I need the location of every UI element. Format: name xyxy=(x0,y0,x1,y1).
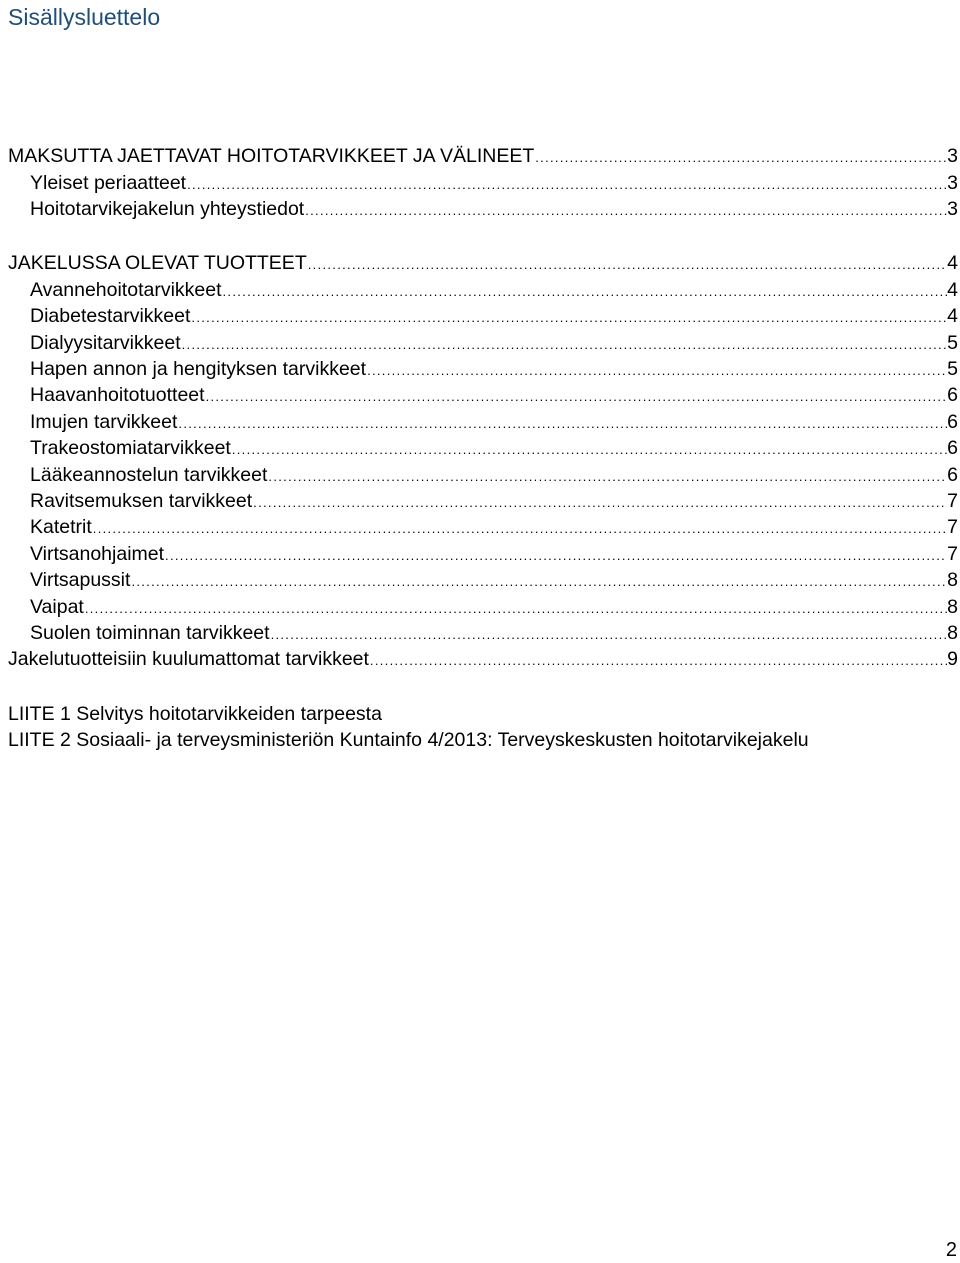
dot-leader xyxy=(164,543,947,569)
toc-entry-page: 5 xyxy=(947,332,958,354)
dot-leader xyxy=(181,332,948,358)
toc-entry-label: Avannehoitotarvikkeet xyxy=(30,279,222,301)
dot-leader xyxy=(252,490,947,516)
toc-entry-page: 8 xyxy=(947,622,958,644)
toc-entry-page: 7 xyxy=(947,516,958,538)
toc-entry-label: Virtsanohjaimet xyxy=(30,543,165,565)
toc-entry-page: 6 xyxy=(947,411,958,433)
toc-entry-jakelutuotteisiin-kuulumattomat[interactable] xyxy=(8,646,958,672)
toc-entry-maksutta-jaettavat[interactable] xyxy=(8,143,958,169)
toc-entry-label: Jakelutuotteisiin kuulumattomat tarvikkeet xyxy=(8,648,369,670)
toc-entry-virtsapussit[interactable] xyxy=(30,567,958,593)
toc-entry-page: 7 xyxy=(947,543,958,565)
toc-entry-page: 3 xyxy=(947,145,958,167)
toc-entry-page: 6 xyxy=(947,464,958,486)
dot-leader xyxy=(92,516,947,542)
toc-entry-label: Dialyysitarvikkeet xyxy=(30,332,181,354)
toc-entry-label: Trakeostomiatarvikkeet xyxy=(30,437,231,459)
dot-leader xyxy=(190,305,947,331)
dot-leader xyxy=(205,384,948,410)
toc-entry-page: 5 xyxy=(947,358,958,380)
toc-entry-hapen-annon[interactable] xyxy=(30,356,958,382)
appendix-2: LIITE 2 Sosiaali- ja terveysministeriön Kuntainfo 4/2013: Terveyskeskusten hoitotarvikejakelu xyxy=(8,729,809,751)
toc-entry-diabetestarvikkeet[interactable] xyxy=(30,303,958,329)
toc-entry-label: Katetrit xyxy=(30,516,92,538)
appendix-1: LIITE 1 Selvitys hoitotarvikkeiden tarpeesta xyxy=(8,703,382,725)
toc-entry-label: Yleiset periaatteet xyxy=(30,172,187,194)
page-number: 2 xyxy=(945,1239,957,1261)
dot-leader xyxy=(177,411,947,437)
dot-leader xyxy=(186,172,947,198)
toc-entry-ravitsemuksen-tarvikkeet[interactable] xyxy=(30,488,958,514)
toc-entry-page: 3 xyxy=(947,172,958,194)
toc-entry-page: 4 xyxy=(947,279,958,301)
toc-entry-yleiset-periaatteet[interactable] xyxy=(30,170,958,196)
dot-leader xyxy=(534,145,947,171)
toc-entry-avannehoitotarvikkeet[interactable] xyxy=(30,277,958,303)
toc-entry-jakelussa-olevat-tuotteet[interactable] xyxy=(8,250,958,276)
toc-entry-imujen-tarvikkeet[interactable] xyxy=(30,409,958,435)
toc-entry-label: Suolen toiminnan tarvikkeet xyxy=(30,622,270,644)
toc-entry-laakeannostelun-tarvikkeet[interactable] xyxy=(30,462,958,488)
toc-entry-suolen-toiminnan-tarvikkeet[interactable] xyxy=(30,620,958,646)
dot-leader xyxy=(270,622,948,648)
toc-entry-label: Hapen annon ja hengityksen tarvikkeet xyxy=(30,358,367,380)
toc-entry-label: Virtsapussit xyxy=(30,569,131,591)
toc-entry-page: 6 xyxy=(947,437,958,459)
toc-entry-haavanhoitotuotteet[interactable] xyxy=(30,382,958,408)
toc-entry-label: Vaipat xyxy=(30,596,84,618)
toc-entry-virtsanohjaimet[interactable] xyxy=(30,541,958,567)
toc-entry-label: Lääkeannostelun tarvikkeet xyxy=(30,464,268,486)
dot-leader xyxy=(231,437,947,463)
dot-leader xyxy=(267,464,947,490)
dot-leader xyxy=(369,648,947,674)
toc-entry-label: Diabetestarvikkeet xyxy=(30,305,191,327)
toc-entry-label: Hoitotarvikejakelun yhteystiedot xyxy=(30,198,305,220)
toc-entry-hoitotarvikejakelun-yhteystiedot[interactable] xyxy=(30,196,958,222)
toc-entry-dialyysitarvikkeet[interactable] xyxy=(30,330,958,356)
toc-entry-trakeostomiatarvikkeet[interactable] xyxy=(30,435,958,461)
toc-entry-page: 9 xyxy=(947,648,958,670)
toc-entry-page: 4 xyxy=(947,305,958,327)
toc-entry-page: 3 xyxy=(947,198,958,220)
dot-leader xyxy=(307,252,947,278)
dot-leader xyxy=(130,569,947,595)
toc-entry-page: 6 xyxy=(947,384,958,406)
page-title: Sisällysluettelo xyxy=(8,4,161,30)
toc-entry-label: Haavanhoitotuotteet xyxy=(30,384,205,406)
dot-leader xyxy=(366,358,947,384)
toc-entry-page: 4 xyxy=(947,252,958,274)
toc-entry-label: Ravitsemuksen tarvikkeet xyxy=(30,490,253,512)
toc-entry-page: 7 xyxy=(947,490,958,512)
toc-entry-label: JAKELUSSA OLEVAT TUOTTEET xyxy=(8,252,307,274)
toc-entry-katetrit[interactable] xyxy=(30,514,958,540)
dot-leader xyxy=(222,279,948,305)
toc-entry-label: Imujen tarvikkeet xyxy=(30,411,178,433)
dot-leader xyxy=(304,198,947,224)
toc-entry-label: MAKSUTTA JAETTAVAT HOITOTARVIKKEET JA VÄLINEET xyxy=(8,145,535,167)
toc-entry-vaipat[interactable] xyxy=(30,594,958,620)
toc-entry-page: 8 xyxy=(947,569,958,591)
toc-entry-page: 8 xyxy=(947,596,958,618)
dot-leader xyxy=(84,596,947,622)
